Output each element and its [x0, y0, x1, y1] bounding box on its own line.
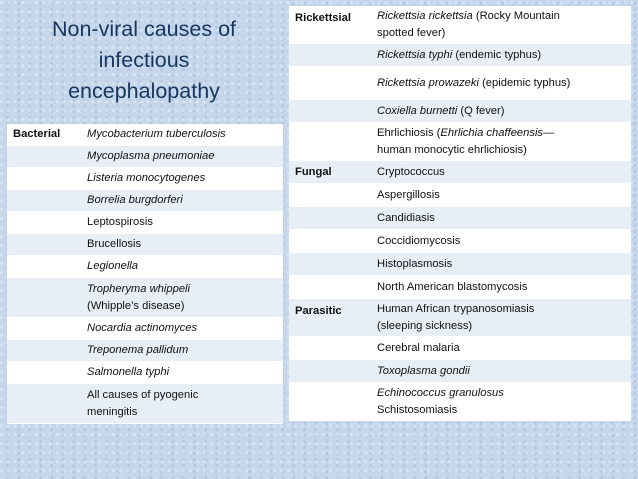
table-row: [7, 234, 283, 256]
cause-text: spotted fever): [377, 26, 446, 39]
cause-cell: [377, 301, 538, 335]
table-row: [289, 123, 631, 161]
cause-text: —: [543, 126, 555, 139]
cause-text: Toxoplasma gondii: [377, 364, 470, 377]
table-row: [289, 184, 631, 207]
cause-text: Histoplasmosis: [377, 257, 453, 270]
cause-text: meningitis: [87, 405, 138, 418]
cause-text: All causes of pyogenic: [87, 388, 199, 401]
cause-text: (sleeping sickness): [377, 319, 473, 332]
table-row: [289, 253, 631, 276]
category-cell: Rickettsial: [295, 12, 351, 24]
cause-text: Cryptococcus: [377, 165, 445, 178]
cause-text: Cerebral malaria: [377, 341, 460, 354]
cause-text: Human African trypanosomiasis: [377, 302, 535, 315]
cause-cell: [377, 363, 474, 380]
category-cell: Parasitic: [295, 305, 342, 317]
title-line-2: infectious: [98, 48, 190, 72]
title-line-3: encephalopathy: [68, 79, 220, 103]
cause-text: Leptospirosis: [87, 216, 153, 228]
cause-cell: [377, 187, 444, 204]
cause-text: (endemic typhus): [452, 48, 542, 61]
table-row: [7, 190, 283, 212]
cause-cell: [87, 148, 218, 165]
table-row: [289, 44, 631, 67]
cause-text: Treponema pallidum: [87, 344, 189, 356]
cause-text: Tropheryma whippeli: [87, 282, 191, 295]
cause-text: Ehrlichia chaffeensis: [440, 126, 544, 139]
cause-text: Listeria monocytogenes: [87, 172, 206, 184]
category-cell: [7, 384, 87, 388]
cause-text: (Rocky Mountain: [472, 9, 560, 22]
cause-cell: [377, 125, 558, 159]
table-row: [289, 299, 631, 337]
cause-cell: [377, 233, 464, 250]
cause-cell: [377, 279, 531, 296]
cause-text: Rickettsia rickettsia: [377, 9, 473, 22]
table-row: [289, 337, 631, 360]
table-row: [289, 161, 631, 184]
cause-text: (Whipple’s disease): [87, 299, 185, 312]
cause-text: Coxiella burnetti: [377, 104, 458, 117]
table-row: [7, 168, 283, 190]
table-row: [289, 207, 631, 230]
table-row: [289, 276, 631, 299]
category-cell: [289, 123, 377, 127]
table-row: [7, 124, 283, 146]
cause-cell: [377, 8, 564, 42]
table-row: [7, 146, 283, 168]
cause-text: Rickettsia prowazeki: [377, 76, 479, 89]
cause-text: Ehrlichiosis (: [377, 126, 441, 139]
cause-text: Borrelia burgdorferi: [87, 194, 183, 206]
cause-text: Brucellosis: [87, 238, 142, 250]
table-row: [7, 340, 283, 362]
cause-cell: [377, 385, 508, 419]
slide-title: [8, 14, 280, 107]
cause-cell: [87, 236, 145, 253]
cause-cell: [377, 164, 449, 181]
cause-cell: [87, 170, 209, 187]
cause-cell: [87, 342, 192, 359]
cause-cell: [87, 192, 187, 209]
cause-cell: [377, 103, 508, 120]
table-row: [7, 362, 283, 384]
cause-text: Rickettsia typhi: [377, 48, 453, 61]
cause-text: human monocytic ehrlichiosis): [377, 143, 527, 156]
table-row: [289, 383, 631, 421]
table-row: [7, 384, 283, 424]
table-row: [7, 212, 283, 234]
cause-text: Aspergillosis: [377, 188, 440, 201]
cause-text: Mycobacterium tuberculosis: [87, 128, 226, 140]
cause-text: (Q fever): [457, 104, 505, 117]
bacterial-causes-table: [7, 124, 283, 424]
table-row: [289, 360, 631, 383]
cause-cell: [87, 214, 157, 231]
table-row: [7, 256, 283, 278]
cause-cell: [87, 281, 194, 315]
cause-cell: [87, 258, 142, 275]
cause-text: Salmonella typhi: [87, 366, 170, 378]
cause-text: Candidiasis: [377, 211, 435, 224]
cause-text: Schistosomiasis: [377, 403, 458, 416]
table-row: [289, 230, 631, 253]
cause-cell: [377, 75, 574, 92]
cause-text: Legionella: [87, 260, 139, 272]
title-line-1: Non-viral causes of: [51, 17, 237, 41]
table-row: [7, 278, 283, 318]
table-row: [289, 6, 631, 44]
cause-cell: [87, 320, 201, 337]
cause-cell: [87, 364, 173, 381]
cause-text: Nocardia actinomyces: [87, 322, 198, 334]
table-row: [289, 100, 631, 123]
table-row: [7, 318, 283, 340]
cause-cell: [377, 210, 439, 227]
cause-cell: [87, 387, 202, 421]
cause-text: Coccidiomycosis: [377, 234, 461, 247]
cause-cell: [377, 340, 464, 357]
cause-text: North American blastomycosis: [377, 280, 528, 293]
cause-text: Mycoplasma pneumoniae: [87, 150, 215, 162]
table-row: [289, 67, 631, 100]
category-cell: Fungal: [295, 165, 332, 178]
category-cell: Bacterial: [13, 128, 61, 140]
cause-cell: [377, 47, 545, 64]
cause-text: Echinococcus granulosus: [377, 386, 504, 399]
other-causes-table: [289, 6, 631, 421]
category-cell: [7, 278, 87, 282]
category-cell: [289, 383, 377, 387]
cause-cell: [377, 256, 456, 273]
cause-cell: [87, 126, 230, 143]
cause-text: (epidemic typhus): [478, 76, 571, 89]
